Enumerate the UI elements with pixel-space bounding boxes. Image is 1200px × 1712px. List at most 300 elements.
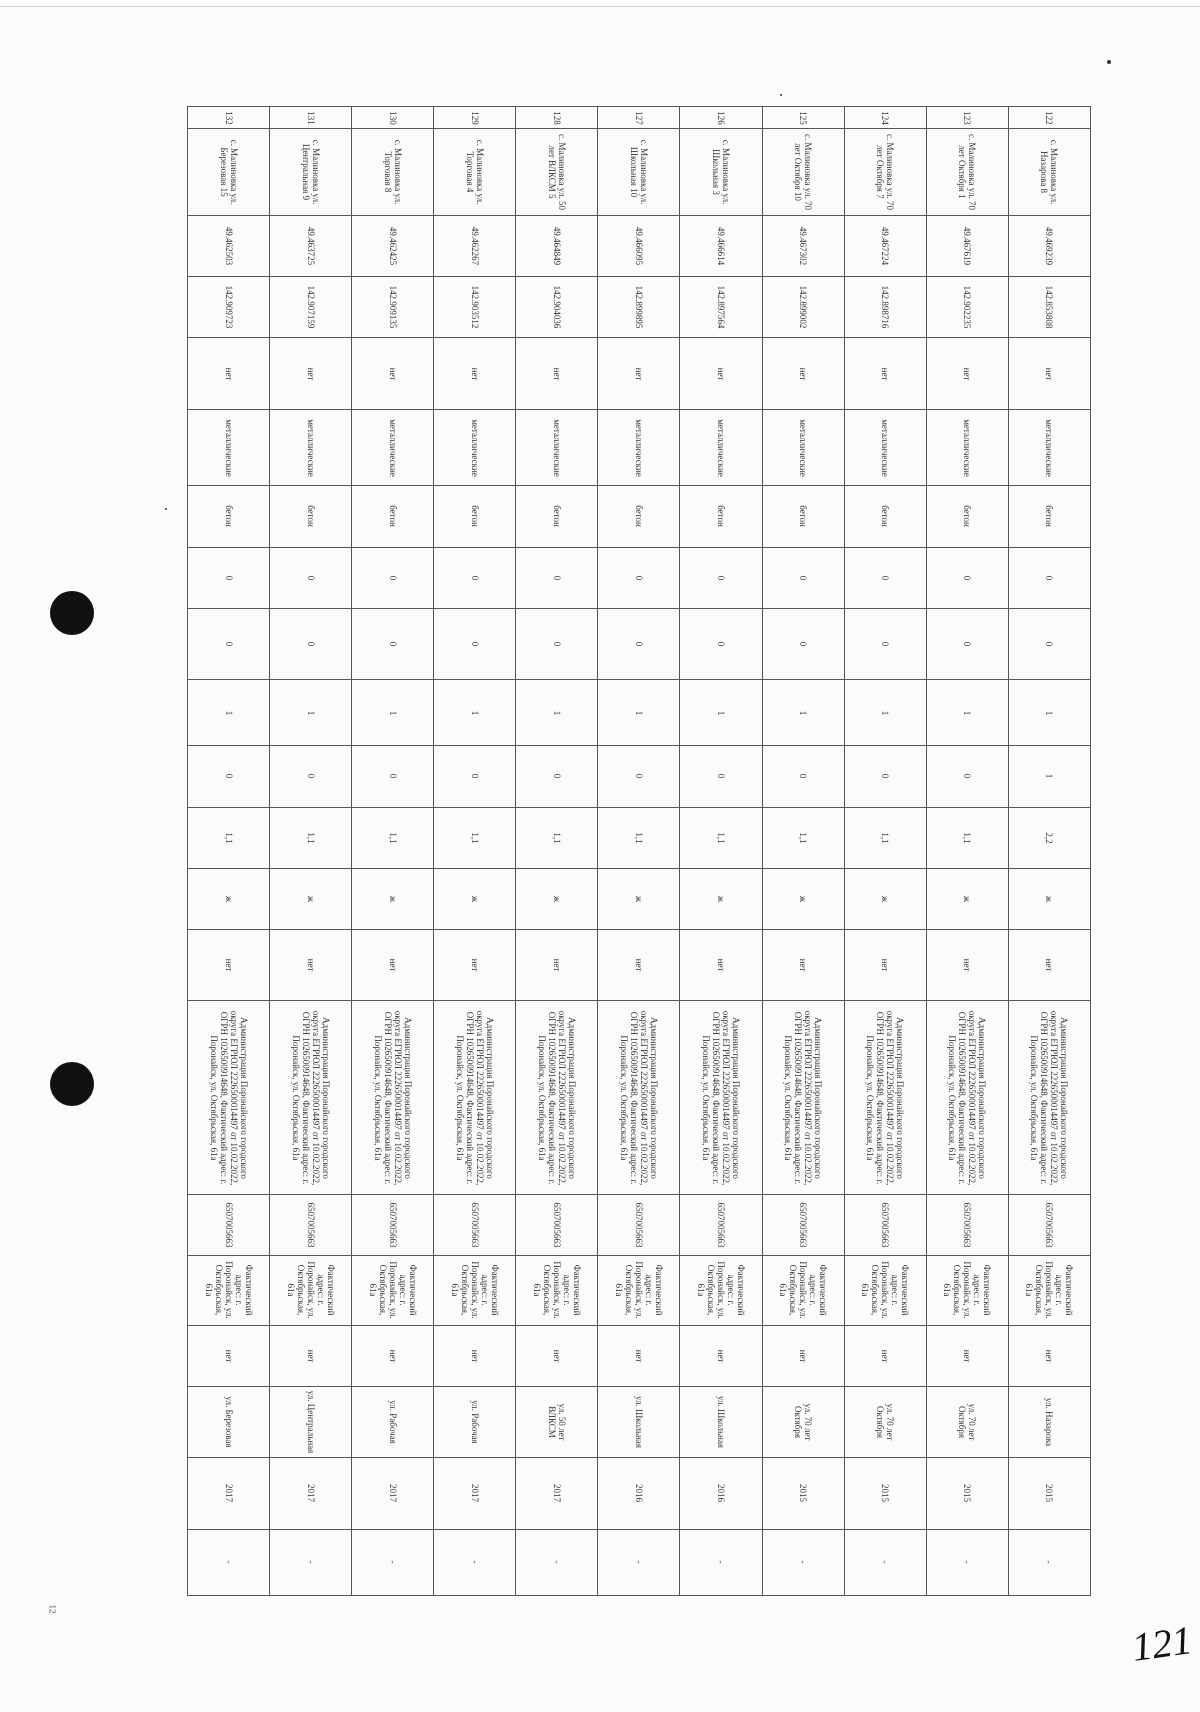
- table-cell: [516, 1001, 598, 1195]
- table-row-c5: [188, 338, 1091, 409]
- table-cell: [516, 216, 598, 277]
- punch-hole-top: [50, 591, 94, 635]
- table-cell: [844, 107, 926, 129]
- cell-text-actual: Фактический адрес: г. Поронайск, ул. Октябрьская, 61а: [778, 1261, 829, 1320]
- cell-text-year: 2015: [962, 1484, 973, 1503]
- cell-text-c14: нет: [551, 958, 562, 972]
- table-cell: [844, 1256, 926, 1325]
- cell-text-c10: 1: [716, 710, 726, 715]
- table-cell: [844, 608, 926, 679]
- cell-text-c7: бетон: [798, 505, 809, 528]
- cell-text-lon: 142.897564: [716, 286, 726, 329]
- cell-text-c7: бетон: [305, 505, 316, 528]
- cell-text-c8: 0: [798, 575, 809, 580]
- table-cell: [188, 807, 270, 868]
- table-row-address: [188, 129, 1091, 216]
- cell-text-c8: 0: [223, 575, 234, 580]
- table-cell: [844, 216, 926, 277]
- table-cell: [680, 107, 762, 129]
- cell-text-lat: 49.467224: [880, 227, 891, 266]
- cell-text-c8: 0: [1044, 575, 1055, 580]
- cell-text-actual: Фактический адрес: г. Поронайск, ул. Октябрьская, 61а: [860, 1261, 911, 1320]
- table-cell: [762, 1195, 844, 1256]
- table-cell: [352, 107, 434, 129]
- table-cell: [352, 1256, 434, 1325]
- table-cell: [270, 277, 352, 338]
- table-cell: [434, 868, 516, 929]
- table-cell: [270, 216, 352, 277]
- table-row-c14: [188, 929, 1091, 1000]
- cell-text-address: с. Малиновка ул. Центральная 9: [300, 139, 321, 205]
- cell-text-c8: 0: [469, 575, 480, 580]
- cell-text-last: -: [633, 1560, 644, 1564]
- scan-top-edge: [0, 0, 1200, 7]
- punch-hole-bottom: [50, 1062, 94, 1106]
- cell-text-last: -: [880, 1560, 891, 1564]
- cell-text-lon: 142.899895: [633, 286, 644, 329]
- cell-text-c12: 1,1: [962, 832, 973, 844]
- scan-speck: [1107, 60, 1111, 64]
- table-cell: [680, 1001, 762, 1195]
- table-cell: [926, 1256, 1008, 1325]
- table-cell: [762, 409, 844, 485]
- table-cell: [1008, 129, 1090, 216]
- cell-text-c7: бетон: [716, 505, 726, 528]
- table-cell: [680, 608, 762, 679]
- table-cell: [680, 746, 762, 807]
- cell-text-owner: Администрация Поронайского городского округа ЕГРЮЛ 2226500014497 от 10.02.2022, ОГРН 1026500914648, Фактический адрес: г. Поронайск, ул. Октябрьская, 61а: [208, 1010, 249, 1185]
- table-cell: [516, 547, 598, 608]
- cell-text-year: 2017: [223, 1484, 234, 1503]
- table-cell: [434, 746, 516, 807]
- table-cell: [598, 608, 680, 679]
- cell-text-c11: 0: [962, 774, 973, 779]
- table-cell: [844, 868, 926, 929]
- table-cell: [188, 547, 270, 608]
- cell-text-owner: Администрация Поронайского городского округа ЕГРЮЛ 2226500014497 от 10.02.2022, ОГРН 1026500914648, Фактический адрес: г. Поронайск, ул. Октябрьская, 61а: [454, 1010, 495, 1185]
- cell-text-inn: 6507005663: [1044, 1202, 1055, 1248]
- table-cell: [434, 680, 516, 746]
- cell-text-c18: нет: [716, 1349, 726, 1363]
- table-cell: [1008, 216, 1090, 277]
- cell-text-actual: Фактический адрес: г. Поронайск, ул. Октябрьская, 61а: [203, 1261, 254, 1320]
- table-cell: [1008, 1529, 1090, 1595]
- table-cell: [270, 409, 352, 485]
- table-cell: [270, 1458, 352, 1529]
- cell-text-address: с. Малиновка ул. 70 лет Октября 1: [957, 134, 978, 211]
- table-cell: [926, 608, 1008, 679]
- cell-text-c8: 0: [305, 575, 316, 580]
- table-cell: [516, 1386, 598, 1457]
- cell-text-year: 2017: [469, 1484, 480, 1503]
- table-cell: [188, 680, 270, 746]
- cell-text-c14: нет: [716, 958, 726, 972]
- table-cell: [844, 1325, 926, 1386]
- cell-text-lat: 49.464849: [551, 227, 562, 266]
- table-row-year: [188, 1458, 1091, 1529]
- cell-text-c14: нет: [1044, 958, 1055, 972]
- cell-text-lon: 142.909135: [387, 286, 398, 329]
- table-cell: [270, 486, 352, 547]
- cell-text-c10: 1: [387, 710, 398, 715]
- table-cell: [926, 807, 1008, 868]
- cell-text-num: 122: [1044, 110, 1055, 125]
- cell-text-c13: ж: [387, 895, 398, 902]
- cell-text-street: ул. Назарова: [1044, 1397, 1055, 1447]
- cell-text-c12: 1,1: [716, 832, 726, 844]
- cell-text-c14: нет: [387, 958, 398, 972]
- table-cell: [352, 338, 434, 409]
- table-cell: [1008, 1256, 1090, 1325]
- table-cell: [762, 1386, 844, 1457]
- cell-text-last: -: [1044, 1560, 1055, 1564]
- cell-text-c11: 1: [1044, 774, 1055, 779]
- cell-text-c8: 0: [551, 575, 562, 580]
- table-cell: [1008, 277, 1090, 338]
- table-cell: [680, 680, 762, 746]
- table-cell: [762, 338, 844, 409]
- cell-text-street: ул. Школьная: [716, 1395, 726, 1448]
- cell-text-c7: бетон: [551, 505, 562, 528]
- cell-text-num: 129: [469, 110, 480, 125]
- cell-text-owner: Администрация Поронайского городского округа ЕГРЮЛ 2226500014497 от 10.02.2022, ОГРН 1026500914648, Фактический адрес: г. Поронайск, ул. Октябрьская, 61а: [618, 1010, 659, 1185]
- table-cell: [352, 486, 434, 547]
- table-cell: [1008, 486, 1090, 547]
- table-cell: [680, 547, 762, 608]
- table-cell: [188, 1386, 270, 1457]
- table-cell: [926, 1325, 1008, 1386]
- table-cell: [926, 129, 1008, 216]
- cell-text-year: 2017: [305, 1484, 316, 1503]
- cell-text-c18: нет: [469, 1349, 480, 1363]
- table-cell: [926, 277, 1008, 338]
- cell-text-lon: 142.903512: [469, 286, 480, 329]
- table-cell: [516, 338, 598, 409]
- cell-text-c10: 1: [551, 710, 562, 715]
- cell-text-c5: нет: [962, 367, 973, 381]
- cell-text-c5: нет: [551, 367, 562, 381]
- side-mark: 12: [47, 1604, 58, 1614]
- cell-text-last: -: [387, 1560, 398, 1564]
- cell-text-c5: нет: [387, 367, 398, 381]
- cell-text-address: с. Малиновка ул. Березовая 15: [218, 139, 239, 205]
- cell-text-c11: 0: [633, 774, 644, 779]
- table-cell: [434, 277, 516, 338]
- table-cell: [844, 409, 926, 485]
- cell-text-c5: нет: [305, 367, 316, 381]
- table-cell: [680, 129, 762, 216]
- table-cell: [598, 680, 680, 746]
- table-cell: [434, 216, 516, 277]
- cell-text-c13: ж: [1044, 895, 1055, 902]
- cell-text-c11: 0: [469, 774, 480, 779]
- table-cell: [516, 746, 598, 807]
- cell-text-actual: Фактический адрес: г. Поронайск, ул. Октябрьская, 61а: [696, 1261, 746, 1320]
- cell-text-c9: 0: [716, 641, 726, 647]
- cell-text-owner: Администрация Поронайского городского округа ЕГРЮЛ 2226500014497 от 10.02.2022, ОГРН 1026500914648, Фактический адрес: г. Поронайск, ул. Октябрьская, 61а: [701, 1010, 741, 1185]
- cell-text-c14: нет: [798, 958, 809, 972]
- table-cell: [598, 547, 680, 608]
- table-row-c7: [188, 486, 1091, 547]
- cell-text-c18: нет: [305, 1349, 316, 1363]
- cell-text-c5: нет: [716, 367, 726, 381]
- table-cell: [516, 1256, 598, 1325]
- table-cell: [188, 1195, 270, 1256]
- cell-text-c7: бетон: [223, 505, 234, 528]
- table-cell: [680, 1529, 762, 1595]
- cell-text-inn: 6507005663: [880, 1202, 891, 1248]
- table-cell: [926, 1529, 1008, 1595]
- cell-text-c13: ж: [305, 895, 316, 902]
- table-cell: [434, 1458, 516, 1529]
- table-cell: [352, 680, 434, 746]
- cell-text-c11: 0: [305, 774, 316, 779]
- cell-text-c10: 1: [798, 710, 809, 715]
- table-cell: [270, 929, 352, 1000]
- table-cell: [188, 338, 270, 409]
- table-cell: [188, 746, 270, 807]
- table-cell: [844, 1195, 926, 1256]
- cell-text-year: 2015: [1044, 1484, 1055, 1503]
- table-cell: [680, 1195, 762, 1256]
- cell-text-c18: нет: [633, 1349, 644, 1363]
- table-cell: [844, 547, 926, 608]
- cell-text-c12: 1,1: [305, 832, 316, 844]
- table-cell: [680, 1458, 762, 1529]
- table-cell: [352, 1386, 434, 1457]
- cell-text-c12: 1,1: [223, 832, 234, 844]
- table-cell: [680, 277, 762, 338]
- table-cell: [926, 338, 1008, 409]
- table-cell: [352, 1001, 434, 1195]
- table-cell: [270, 107, 352, 129]
- cell-text-c12: 1,1: [551, 832, 562, 844]
- table-row-c11: [188, 746, 1091, 807]
- table-cell: [844, 680, 926, 746]
- cell-text-num: 123: [962, 110, 973, 125]
- cell-text-year: 2016: [716, 1484, 726, 1503]
- table-cell: [926, 107, 1008, 129]
- table-row-c18: [188, 1325, 1091, 1386]
- table-cell: [762, 107, 844, 129]
- table-cell: [598, 277, 680, 338]
- objects-table-grid: [187, 106, 1091, 1596]
- table-cell: [188, 1529, 270, 1595]
- cell-text-inn: 6507005663: [469, 1202, 480, 1248]
- cell-text-lon: 142.904036: [551, 286, 562, 329]
- table-cell: [762, 868, 844, 929]
- cell-text-inn: 6507005663: [633, 1202, 644, 1248]
- cell-text-c10: 1: [1044, 710, 1055, 715]
- table-cell: [1008, 409, 1090, 485]
- table-row-c12: [188, 807, 1091, 868]
- cell-text-c12: 1,1: [387, 832, 398, 844]
- cell-text-street: ул. Рабочая: [387, 1400, 398, 1444]
- cell-text-c9: 0: [633, 641, 644, 647]
- table-cell: [598, 107, 680, 129]
- cell-text-c9: 0: [1044, 641, 1055, 647]
- table-cell: [352, 868, 434, 929]
- table-cell: [762, 1001, 844, 1195]
- table-cell: [762, 1325, 844, 1386]
- cell-text-address: с. Малиновка ул. Назарова 8: [1039, 139, 1060, 205]
- cell-text-last: -: [716, 1560, 726, 1564]
- cell-text-c9: 0: [469, 641, 480, 647]
- cell-text-c11: 0: [716, 774, 726, 779]
- table-cell: [188, 1458, 270, 1529]
- table-cell: [270, 868, 352, 929]
- cell-text-owner: Администрация Поронайского городского округа ЕГРЮЛ 2226500014497 от 10.02.2022, ОГРН 1026500914648, Фактический адрес: г. Поронайск, ул. Октябрьская, 61а: [290, 1010, 331, 1185]
- table-cell: [598, 486, 680, 547]
- table-cell: [352, 807, 434, 868]
- cell-text-street: ул. 70 лет Октября: [875, 1403, 896, 1441]
- table-cell: [1008, 1001, 1090, 1195]
- table-cell: [762, 807, 844, 868]
- table-cell: [188, 1256, 270, 1325]
- cell-text-address: с. Малиновка ул. 70 лет Октября 7: [875, 134, 896, 211]
- table-cell: [598, 1001, 680, 1195]
- cell-text-c11: 0: [880, 774, 891, 779]
- cell-text-c10: 1: [880, 710, 891, 715]
- cell-text-lat: 49.462425: [387, 227, 398, 266]
- table-cell: [1008, 338, 1090, 409]
- table-cell: [762, 486, 844, 547]
- table-cell: [762, 608, 844, 679]
- table-cell: [188, 409, 270, 485]
- cell-text-lat: 49.466614: [716, 227, 726, 266]
- table-cell: [434, 807, 516, 868]
- table-row-lat: [188, 216, 1091, 277]
- cell-text-c13: ж: [798, 895, 809, 902]
- cell-text-c11: 0: [798, 774, 809, 779]
- table-row-last: [188, 1529, 1091, 1595]
- table-cell: [844, 1001, 926, 1195]
- table-cell: [762, 680, 844, 746]
- cell-text-actual: Фактический адрес: г. Поронайск, ул. Октябрьская, 61а: [367, 1261, 418, 1320]
- table-cell: [762, 216, 844, 277]
- cell-text-c14: нет: [633, 958, 644, 972]
- table-cell: [270, 1256, 352, 1325]
- table-cell: [1008, 680, 1090, 746]
- cell-text-c9: 0: [962, 641, 973, 647]
- cell-text-c9: 0: [223, 641, 234, 647]
- cell-text-c12: 2,2: [1044, 832, 1055, 844]
- table-cell: [434, 547, 516, 608]
- table-cell: [516, 1195, 598, 1256]
- table-cell: [434, 409, 516, 485]
- table-cell: [270, 1195, 352, 1256]
- cell-text-actual: Фактический адрес: г. Поронайск, ул. Октябрьская, 61а: [1024, 1261, 1075, 1320]
- cell-text-c7: бетон: [633, 505, 644, 528]
- table-cell: [516, 409, 598, 485]
- scan-speck: [165, 508, 167, 510]
- table-cell: [352, 746, 434, 807]
- table-cell: [434, 1325, 516, 1386]
- table-cell: [270, 608, 352, 679]
- cell-text-c8: 0: [633, 575, 644, 580]
- table-cell: [434, 1529, 516, 1595]
- cell-text-c9: 0: [880, 641, 891, 647]
- table-cell: [1008, 1386, 1090, 1457]
- cell-text-c6: металлические: [1044, 418, 1055, 477]
- cell-text-c9: 0: [387, 641, 398, 647]
- table-cell: [270, 746, 352, 807]
- table-cell: [434, 608, 516, 679]
- cell-text-c9: 0: [551, 641, 562, 647]
- cell-text-c18: нет: [880, 1349, 891, 1363]
- table-cell: [352, 1325, 434, 1386]
- table-cell: [270, 1529, 352, 1595]
- table-cell: [516, 486, 598, 547]
- cell-text-c9: 0: [798, 641, 809, 647]
- cell-text-c6: металлические: [716, 418, 726, 477]
- cell-text-c9: 0: [305, 641, 316, 647]
- table-cell: [352, 277, 434, 338]
- cell-text-c14: нет: [223, 958, 234, 972]
- table-cell: [598, 868, 680, 929]
- cell-text-c7: бетон: [880, 505, 891, 528]
- cell-text-num: 126: [716, 110, 726, 125]
- table-cell: [516, 680, 598, 746]
- cell-text-inn: 6507005663: [798, 1202, 809, 1248]
- cell-text-address: с. Малиновка ул. Торговая 8: [382, 139, 403, 205]
- cell-text-c13: ж: [469, 895, 480, 902]
- cell-text-inn: 6507005663: [962, 1202, 973, 1248]
- cell-text-year: 2017: [387, 1484, 398, 1503]
- cell-text-c6: металлические: [305, 418, 316, 477]
- cell-text-street: ул. 70 лет Октября: [793, 1403, 814, 1441]
- cell-text-lon: 142.909723: [223, 286, 234, 329]
- table-cell: [516, 107, 598, 129]
- table-cell: [516, 1325, 598, 1386]
- objects-table: [187, 106, 1091, 1596]
- cell-text-c8: 0: [387, 575, 398, 580]
- cell-text-lat: 49.462267: [469, 227, 480, 266]
- table-cell: [1008, 608, 1090, 679]
- table-cell: [434, 1256, 516, 1325]
- cell-text-c12: 1,1: [633, 832, 644, 844]
- table-cell: [188, 277, 270, 338]
- cell-text-num: 125: [798, 110, 809, 125]
- cell-text-c5: нет: [469, 367, 480, 381]
- cell-text-c8: 0: [716, 575, 726, 580]
- cell-text-num: 128: [551, 110, 562, 125]
- cell-text-actual: Фактический адрес: г. Поронайск, ул. Октябрьская, 61а: [942, 1261, 993, 1320]
- table-cell: [352, 929, 434, 1000]
- table-cell: [926, 1001, 1008, 1195]
- cell-text-last: -: [551, 1560, 562, 1564]
- cell-text-c6: металлические: [551, 418, 562, 477]
- cell-text-owner: Администрация Поронайского городского округа ЕГРЮЛ 2226500014497 от 10.02.2022, ОГРН 1026500914648, Фактический адрес: г. Поронайск, ул. Октябрьская, 61а: [1029, 1010, 1070, 1185]
- table-cell: [516, 1529, 598, 1595]
- page-number: 121: [1129, 1617, 1195, 1670]
- cell-text-street: ул. 50 лет ВЛКСМ: [546, 1403, 567, 1441]
- cell-text-c7: бетон: [469, 505, 480, 528]
- cell-text-c10: 1: [633, 710, 644, 715]
- cell-text-year: 2015: [798, 1484, 809, 1503]
- table-cell: [516, 129, 598, 216]
- table-cell: [1008, 929, 1090, 1000]
- table-cell: [1008, 746, 1090, 807]
- table-cell: [598, 338, 680, 409]
- cell-text-c11: 0: [387, 774, 398, 779]
- cell-text-c13: ж: [880, 895, 891, 902]
- table-cell: [270, 680, 352, 746]
- table-cell: [434, 129, 516, 216]
- table-cell: [188, 929, 270, 1000]
- table-row-c9: [188, 608, 1091, 679]
- cell-text-c6: металлические: [880, 418, 891, 477]
